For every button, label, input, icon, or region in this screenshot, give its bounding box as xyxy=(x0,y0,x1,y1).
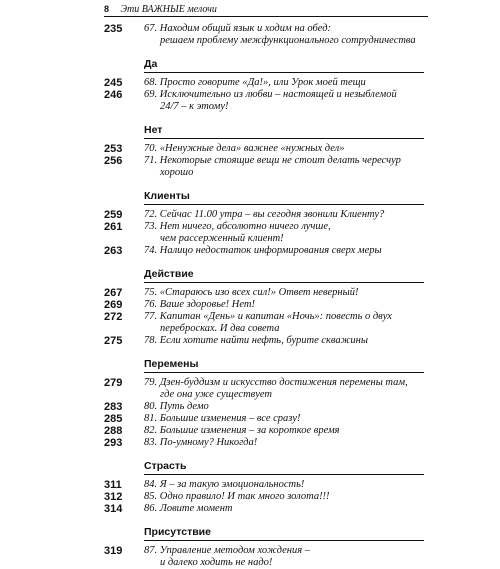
toc-section xyxy=(104,460,424,515)
entry-title xyxy=(144,299,424,311)
entry-title xyxy=(144,377,424,401)
entry-title-line: 75. «Стараюсь изо всех сил!» Ответ неверный! xyxy=(144,287,359,298)
entry-title xyxy=(144,311,424,335)
section-heading: Перемены xyxy=(144,358,424,373)
toc-entry[interactable] xyxy=(104,77,424,89)
entry-page-number: 285 xyxy=(104,413,123,425)
entry-title-line: 87. Управление методом хождения – xyxy=(144,545,310,556)
toc-entry[interactable] xyxy=(104,287,424,299)
entry-page-number: 263 xyxy=(104,245,123,257)
entry-title-line: решаем проблему межфункционального сотрудничества xyxy=(160,35,416,46)
toc-entry[interactable] xyxy=(104,89,424,113)
entry-title xyxy=(144,479,424,491)
entry-title-line: 78. Если хотите найти нефть, бурите скважины xyxy=(144,335,369,346)
entry-title xyxy=(144,23,424,47)
toc-entry[interactable] xyxy=(104,491,424,503)
section-heading: Присутствие xyxy=(144,526,424,541)
toc-entry[interactable] xyxy=(104,335,424,347)
toc-entry[interactable] xyxy=(104,425,424,437)
entry-title-line: где она уже существует xyxy=(160,389,272,400)
entry-page-number: 275 xyxy=(104,335,123,347)
page-number: 8 xyxy=(104,4,110,14)
toc-section xyxy=(104,268,424,347)
entry-title-line: хорошо xyxy=(160,167,194,178)
entry-title-line: и далеко ходить не надо! xyxy=(160,557,273,568)
entry-title-line: 74. Налицо недостаток информирования сверх меры xyxy=(144,245,382,256)
entry-page-number: 314 xyxy=(104,503,123,515)
entry-title-line: 72. Сейчас 11.00 утра – вы сегодня звонили Клиенту? xyxy=(144,209,385,220)
toc-entry[interactable] xyxy=(104,23,424,47)
entry-title xyxy=(144,425,424,437)
entry-title xyxy=(144,287,424,299)
entry-title-line: 83. По-умному? Никогда! xyxy=(144,437,258,448)
entry-title xyxy=(144,89,424,113)
entry-title-line: 71. Некоторые стоящие вещи не стоит делать чересчур xyxy=(144,155,401,166)
entry-page-number: 279 xyxy=(104,377,123,389)
entry-title-line: 80. Путь демо xyxy=(144,401,209,412)
toc-section xyxy=(104,23,424,47)
entry-title xyxy=(144,155,424,179)
toc-entry[interactable] xyxy=(104,245,424,257)
section-heading: Клиенты xyxy=(144,190,424,205)
entry-page-number: 246 xyxy=(104,89,123,101)
toc-entry[interactable] xyxy=(104,413,424,425)
entry-title xyxy=(144,401,424,413)
toc-entry[interactable] xyxy=(104,437,424,449)
toc-section xyxy=(104,526,424,569)
toc-section xyxy=(104,358,424,449)
entry-title-line: 67. Находим общий язык и ходим на обед: xyxy=(144,23,332,34)
entry-title-line: 68. Просто говорите «Да!», или Урок моей тещи xyxy=(144,77,366,88)
entry-page-number: 312 xyxy=(104,491,123,503)
table-of-contents xyxy=(104,23,424,569)
entry-page-number: 235 xyxy=(104,23,123,35)
book-title: Эти ВАЖНЫЕ мелочи xyxy=(120,4,217,15)
toc-entry[interactable] xyxy=(104,155,424,179)
entry-page-number: 269 xyxy=(104,299,123,311)
toc-entry[interactable] xyxy=(104,311,424,335)
toc-entry[interactable] xyxy=(104,401,424,413)
toc-section xyxy=(104,190,424,257)
entry-title-line: 85. Одно правило! И так много золота!!! xyxy=(144,491,330,502)
entry-title xyxy=(144,437,424,449)
entry-page-number: 245 xyxy=(104,77,123,89)
entry-title-line: 69. Исключительно из любви – настоящей и незыблемой xyxy=(144,89,397,100)
entry-title-line: 82. Большие изменения – за короткое время xyxy=(144,425,340,436)
entry-title-line: 24/7 – к этому! xyxy=(160,101,229,112)
toc-section xyxy=(104,124,424,179)
entry-page-number: 259 xyxy=(104,209,123,221)
entry-title-line: 79. Дзен-буддизм и искусство достижения перемены там, xyxy=(144,377,408,388)
entry-title xyxy=(144,335,424,347)
toc-entry[interactable] xyxy=(104,479,424,491)
toc-entry[interactable] xyxy=(104,503,424,515)
entry-title-line: чем рассерженный клиент! xyxy=(160,233,284,244)
entry-title xyxy=(144,209,424,221)
section-heading: Действие xyxy=(144,268,424,283)
entry-title-line: 73. Нет ничего, абсолютно ничего лучше, xyxy=(144,221,331,232)
entry-title-line: 70. «Ненужные дела» важнее «нужных дел» xyxy=(144,143,345,154)
entry-page-number: 253 xyxy=(104,143,123,155)
entry-page-number: 311 xyxy=(104,479,122,491)
toc-entry[interactable] xyxy=(104,545,424,569)
entry-page-number: 283 xyxy=(104,401,123,413)
toc-entry[interactable] xyxy=(104,143,424,155)
entry-page-number: 256 xyxy=(104,155,123,167)
header-rule xyxy=(104,16,428,17)
entry-page-number: 293 xyxy=(104,437,123,449)
toc-entry[interactable] xyxy=(104,209,424,221)
entry-title-line: 84. Я – за такую эмоциональность! xyxy=(144,479,305,490)
entry-title-line: 81. Большие изменения – все сразу! xyxy=(144,413,301,424)
running-header xyxy=(104,3,217,15)
section-heading: Нет xyxy=(144,124,424,139)
section-heading: Да xyxy=(144,58,424,73)
entry-title-line: 76. Ваше здоровье! Нет! xyxy=(144,299,255,310)
entry-title xyxy=(144,77,424,89)
toc-entry[interactable] xyxy=(104,221,424,245)
section-heading: Страсть xyxy=(144,460,424,475)
entry-page-number: 272 xyxy=(104,311,123,323)
entry-title-line: 77. Капитан «День» и капитан «Ночь»: повесть о двух xyxy=(144,311,392,322)
entry-title xyxy=(144,491,424,503)
entry-page-number: 288 xyxy=(104,425,123,437)
entry-title xyxy=(144,143,424,155)
entry-title xyxy=(144,413,424,425)
entry-title xyxy=(144,545,424,569)
entry-title xyxy=(144,245,424,257)
entry-page-number: 267 xyxy=(104,287,123,299)
toc-entry[interactable] xyxy=(104,377,424,401)
entry-title xyxy=(144,503,424,515)
entry-title-line: 86. Ловите момент xyxy=(144,503,233,514)
entry-page-number: 261 xyxy=(104,221,123,233)
entry-title xyxy=(144,221,424,245)
entry-title-line: переброcках. И два совета xyxy=(160,323,280,334)
toc-entry[interactable] xyxy=(104,299,424,311)
toc-section xyxy=(104,58,424,113)
entry-page-number: 319 xyxy=(104,545,123,557)
